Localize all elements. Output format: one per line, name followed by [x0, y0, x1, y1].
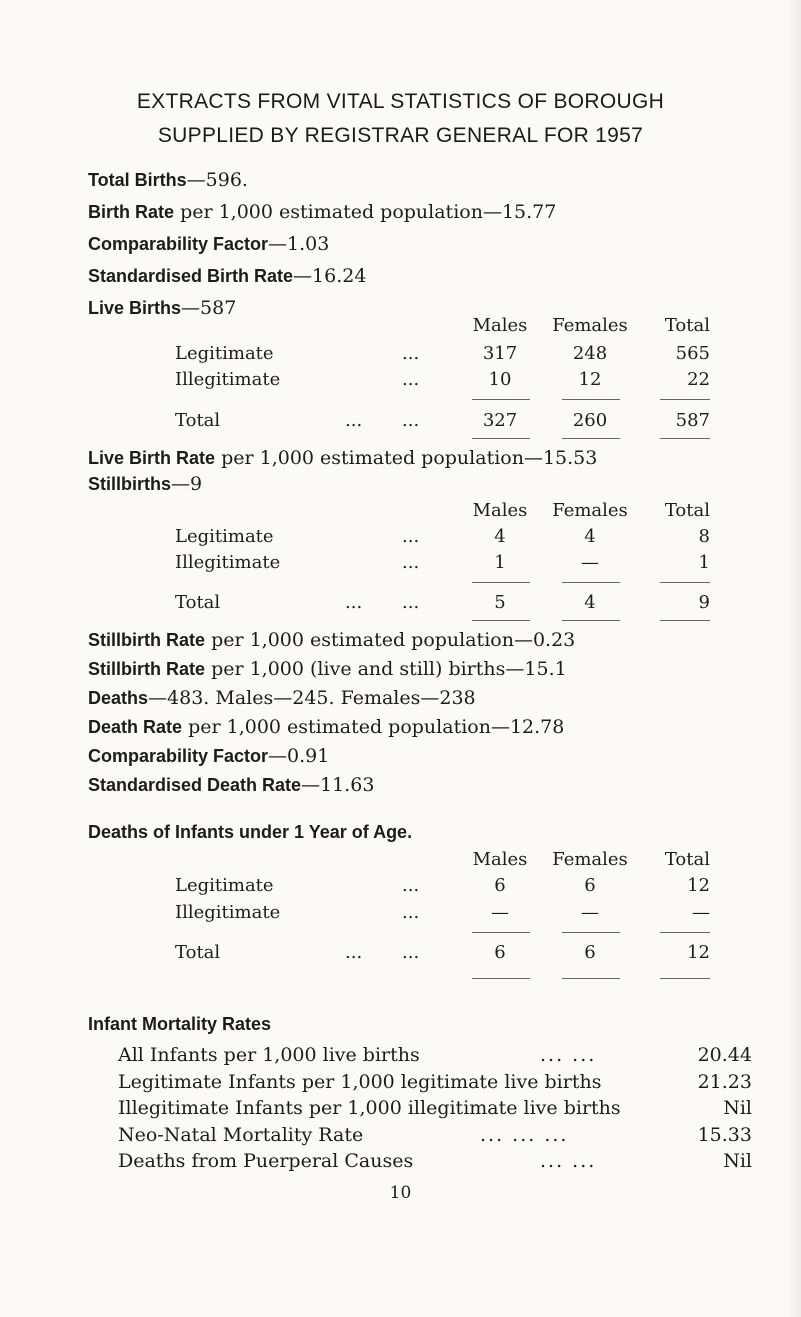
standardised-death-rate-value: —11.63: [301, 774, 375, 796]
standardised-birth-rate-value: —16.24: [293, 265, 367, 287]
infant-deaths-heading: Deaths of Infants under 1 Year of Age.: [88, 822, 413, 842]
row-label: Illegitimate: [175, 902, 281, 923]
subtotal-rule-total: [660, 399, 710, 400]
cell-total: 9: [698, 592, 710, 613]
header-males: Males: [472, 500, 528, 521]
cell-males: 4: [494, 526, 506, 547]
stillbirths-value: —9: [171, 473, 203, 495]
death-rate-value: per 1,000 estimated population—12.78: [188, 716, 565, 738]
row-dots: ...: [402, 942, 420, 963]
total-births-value: —596.: [186, 169, 248, 191]
row-label: Illegitimate: [175, 369, 281, 390]
death-comparability-value: —0.91: [268, 745, 330, 767]
stillbirths-label: Stillbirths: [88, 474, 172, 494]
total-rule-females: [562, 978, 620, 979]
deaths-line: [88, 687, 476, 709]
cell-males: 10: [488, 369, 512, 390]
cell-males: 6: [494, 875, 506, 896]
page-edge-shadow: [787, 0, 801, 1317]
stillbirth-rate-pop-value: per 1,000 estimated population—0.23: [211, 629, 576, 651]
mortality-row-label: Legitimate Infants per 1,000 legitimate live births: [118, 1071, 602, 1093]
header-males: Males: [472, 315, 528, 336]
subtotal-rule-males: [472, 932, 530, 933]
total-rule-males: [472, 438, 530, 439]
cell-males: 6: [494, 942, 506, 963]
mortality-row-value: 21.23: [697, 1071, 752, 1093]
deaths-label: Deaths: [88, 688, 149, 708]
birth-rate-line: [88, 201, 556, 223]
mortality-row-label: Illegitimate Infants per 1,000 illegitimate live births: [118, 1097, 621, 1119]
stillbirths-line: [88, 473, 202, 495]
cell-females: 260: [572, 410, 608, 431]
standardised-birth-rate-label: Standardised Birth Rate: [88, 266, 294, 286]
cell-females: —: [581, 552, 599, 573]
total-row-label: Total: [175, 942, 221, 963]
cell-total: 12: [687, 875, 710, 896]
subtotal-rule-females: [562, 932, 620, 933]
mortality-row-dots: ... ... ...: [480, 1124, 569, 1146]
row-dots: ...: [345, 942, 363, 963]
header-males: Males: [472, 849, 528, 870]
cell-females: 4: [584, 592, 596, 613]
cell-females: —: [581, 902, 599, 923]
mortality-row-value: 15.33: [697, 1124, 752, 1146]
title-line-2: SUPPLIED BY REGISTRAR GENERAL FOR 1957: [157, 124, 644, 147]
stillbirth-rate-births-line: [88, 658, 567, 680]
stillbirth-rate-pop-label: Stillbirth Rate: [88, 630, 206, 650]
header-total: Total: [664, 849, 710, 870]
total-rule-females: [562, 438, 620, 439]
total-births-line: [88, 169, 248, 191]
total-rule-females: [562, 620, 620, 621]
total-rule-total: [660, 620, 710, 621]
subtotal-rule-females: [562, 399, 620, 400]
mortality-row-dots: ... ...: [540, 1150, 597, 1172]
cell-females: 248: [572, 343, 608, 364]
cell-males: —: [491, 902, 509, 923]
row-dots: ...: [402, 875, 420, 896]
birth-rate-value: per 1,000 estimated population—15.77: [180, 201, 557, 223]
comparability-label: Comparability Factor: [88, 234, 269, 254]
mortality-row-label: Neo-Natal Mortality Rate: [118, 1124, 364, 1146]
death-comparability-line: [88, 745, 329, 767]
cell-males: 5: [494, 592, 506, 613]
total-rule-total: [660, 438, 710, 439]
header-females: Females: [552, 849, 628, 870]
cell-total: 587: [675, 410, 710, 431]
comparability-value: —1.03: [268, 233, 330, 255]
live-births-line: [88, 297, 236, 319]
row-dots: ...: [402, 526, 420, 547]
row-dots: ...: [345, 592, 363, 613]
row-dots: ...: [402, 343, 420, 364]
death-rate-label: Death Rate: [88, 717, 183, 737]
deaths-value: —483. Males—245. Females—238: [148, 687, 476, 709]
death-comparability-label: Comparability Factor: [88, 746, 269, 766]
row-label: Legitimate: [175, 526, 274, 547]
total-rule-males: [472, 978, 530, 979]
header-total: Total: [664, 315, 710, 336]
live-births-label: Live Births: [88, 298, 182, 318]
live-birth-rate-line: [88, 447, 597, 469]
cell-total: 22: [687, 369, 710, 390]
standardised-death-rate-line: [88, 774, 374, 796]
header-females: Females: [552, 500, 628, 521]
cell-total: 12: [687, 942, 710, 963]
mortality-row-value: 20.44: [697, 1044, 752, 1066]
header-females: Females: [552, 315, 628, 336]
subtotal-rule-total: [660, 582, 710, 583]
cell-total: 1: [698, 552, 710, 573]
cell-total: 8: [698, 526, 710, 547]
stillbirth-rate-births-label: Stillbirth Rate: [88, 659, 206, 679]
subtotal-rule-females: [562, 582, 620, 583]
birth-rate-label: Birth Rate: [88, 202, 175, 222]
cell-males: 327: [482, 410, 518, 431]
row-dots: ...: [402, 902, 420, 923]
row-dots: ...: [402, 410, 420, 431]
mortality-row-value: Nil: [723, 1150, 752, 1172]
cell-females: 4: [584, 526, 596, 547]
cell-total: —: [692, 902, 710, 923]
row-label: Illegitimate: [175, 552, 281, 573]
cell-males: 317: [482, 343, 518, 364]
live-births-value: —587: [181, 297, 237, 319]
mortality-row-label: Deaths from Puerperal Causes: [118, 1150, 414, 1172]
header-total: Total: [664, 500, 710, 521]
total-rule-total: [660, 978, 710, 979]
subtotal-rule-males: [472, 582, 530, 583]
standardised-birth-rate-line: [88, 265, 366, 287]
comparability-line: [88, 233, 329, 255]
row-dots: ...: [345, 410, 363, 431]
title-line-1: EXTRACTS FROM VITAL STATISTICS OF BOROUGH: [136, 90, 665, 113]
cell-females: 12: [578, 369, 602, 390]
stillbirth-rate-births-value: per 1,000 (live and still) births—15.1: [211, 658, 567, 680]
total-row-label: Total: [175, 410, 221, 431]
total-row-label: Total: [175, 592, 221, 613]
cell-total: 565: [675, 343, 710, 364]
cell-females: 6: [584, 942, 596, 963]
mortality-row-value: Nil: [723, 1097, 752, 1119]
live-birth-rate-value: per 1,000 estimated population—15.53: [221, 447, 598, 469]
standardised-death-rate-label: Standardised Death Rate: [88, 775, 302, 795]
death-rate-line: [88, 716, 564, 738]
row-label: Legitimate: [175, 875, 274, 896]
row-dots: ...: [402, 369, 420, 390]
stillbirth-rate-pop-line: [88, 629, 575, 651]
mortality-row-dots: ... ...: [540, 1044, 597, 1066]
total-rule-males: [472, 620, 530, 621]
infant-mortality-heading: Infant Mortality Rates: [88, 1014, 272, 1034]
subtotal-rule-total: [660, 932, 710, 933]
row-dots: ...: [402, 592, 420, 613]
row-dots: ...: [402, 552, 420, 573]
cell-females: 6: [584, 875, 596, 896]
row-label: Legitimate: [175, 343, 274, 364]
page-number: 10: [389, 1183, 412, 1203]
total-births-label: Total Births: [88, 170, 187, 190]
cell-males: 1: [494, 552, 506, 573]
mortality-row-label: All Infants per 1,000 live births: [118, 1044, 420, 1066]
live-birth-rate-label: Live Birth Rate: [88, 448, 216, 468]
subtotal-rule-males: [472, 399, 530, 400]
